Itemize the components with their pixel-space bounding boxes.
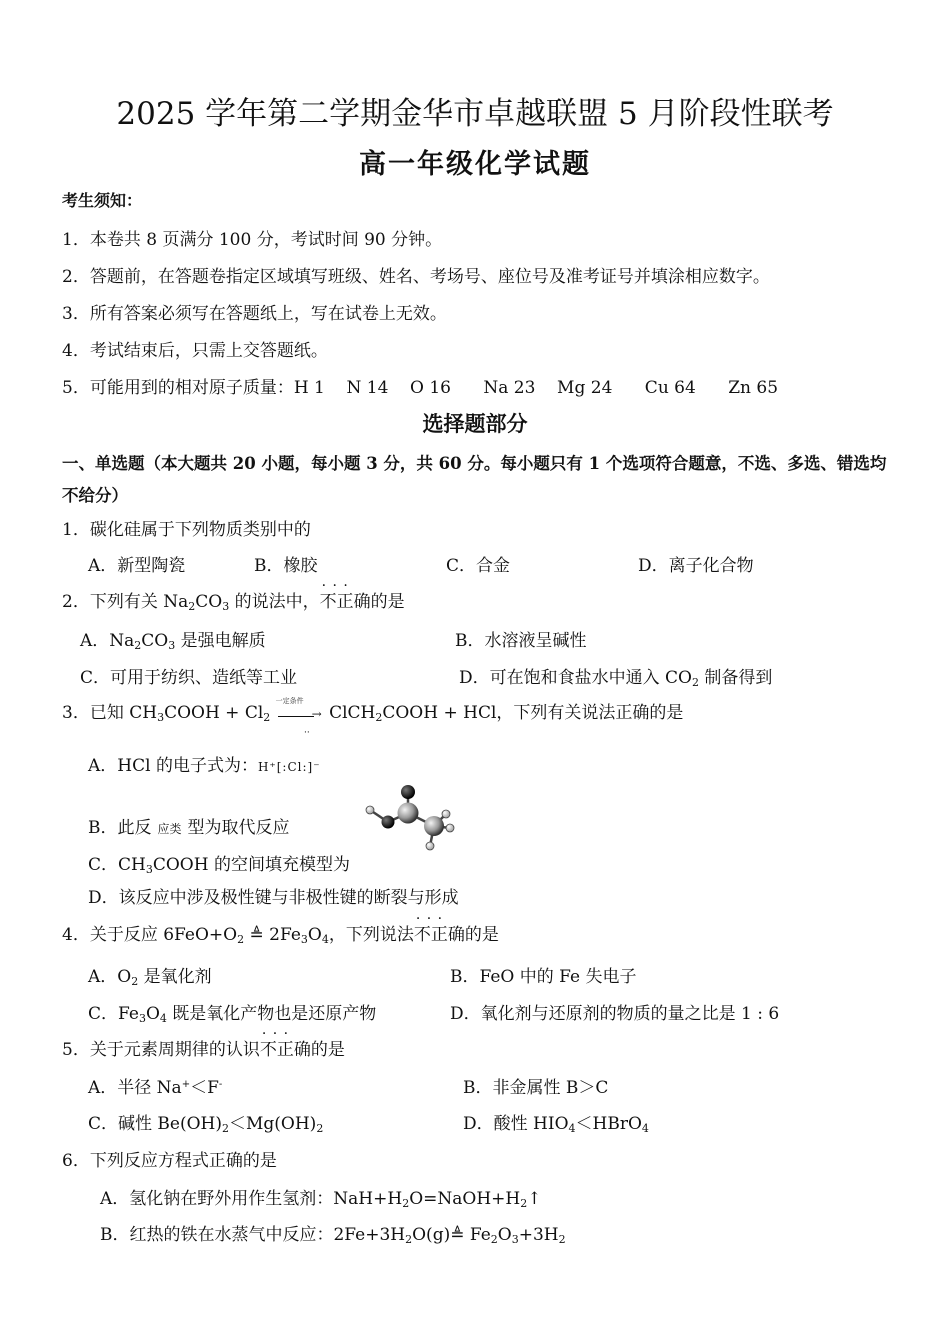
q2-option-b: B．水溶液呈碱性 xyxy=(455,631,587,651)
q2-option-c: C．可用于纺织、造纸等工业 xyxy=(80,668,298,688)
exam-subtitle: 高一年级化学试题 xyxy=(359,149,591,180)
arrow-label: 一定条件 xyxy=(275,696,304,705)
exam-title: 2025 学年第二学期金华市卓越联盟 5 月阶段性联考 xyxy=(116,96,834,132)
q3-option-b: B．此反 应类 型为取代反应 xyxy=(88,818,290,838)
part-heading: 一、单选题（本大题共 20 小题，每小题 3 分，共 60 分。每小题只有 1 个选项符合题意，不选、多选、错选均不给分） xyxy=(62,454,887,505)
q6-stem: 6．下列反应方程式正确的是 xyxy=(62,1151,277,1171)
notice-heading: 考生须知： xyxy=(62,191,143,210)
q5-option-c: C．碱性 $Be(OH)_2<Mg(OH)_2$ xyxy=(88,1114,324,1135)
notice-item-2: 2．答题前，在答题卷指定区域填写班级、姓名、考场号、座位号及准考证号并填涂相应数字。 xyxy=(62,267,770,287)
q1-option-a: A．新型陶瓷 xyxy=(88,556,186,576)
q6-option-b: B．红热的铁在水蒸气中反应：$2Fe+3H_2O(g)≜$ $Fe_2O_3+3H_2$ xyxy=(100,1225,566,1246)
q2-option-d: D．可在饱和食盐水中通入 $CO_2$ 制备得到 xyxy=(459,668,773,689)
q1-option-d: D．离子化合物 xyxy=(638,556,754,576)
electron-dots-mark: ·· xyxy=(304,728,310,738)
q2-option-a: A．$Na_2CO_3$ 是强电解质 xyxy=(80,631,266,652)
notice-item-4: 4．考试结束后，只需上交答题纸。 xyxy=(62,341,328,361)
notice-item-5: 5．可能用到的相对原子质量：H 1 N 14 O 16 Na 23 Mg 24 Cu 64 Zn 65 xyxy=(62,378,779,398)
q5-option-d: D．酸性 $HIO_4<HBrO_4$ xyxy=(463,1114,649,1135)
acetic-acid-model-icon xyxy=(360,780,470,856)
section-title: 选择题部分 xyxy=(422,411,528,436)
q1-option-c: C．合金 xyxy=(446,556,511,576)
q5-option-a: A．半径 Na+＜F- xyxy=(88,1078,223,1098)
q5-emphasis: · · · 不正确 xyxy=(260,1040,311,1060)
reaction-arrow: → 一定条件 xyxy=(275,696,322,721)
q1-option-b: B．橡胶 xyxy=(254,556,318,576)
q4-emphasis: · · · 不正确 xyxy=(414,925,465,945)
hcl-electron-formula: H⁺[:Cl:]⁻ xyxy=(257,760,321,774)
q2-stem: 2．下列有关 $Na_2CO_3$ 的说法中，· · · 不正确的是 xyxy=(62,587,405,613)
q6-option-a: A．氢化钠在野外用作生氢剂：$NaH+H_2O=NaOH+H_2↑$ xyxy=(100,1189,542,1210)
q3-option-c: C．$CH_3COOH$ 的空间填充模型为 xyxy=(88,855,350,876)
q5-option-b: B．非金属性 B＞C xyxy=(463,1078,609,1098)
q4-option-c: C．$Fe_3O_4$ 既是氧化产物也是还原产物 xyxy=(88,1004,377,1025)
q3-stem: 3．已知 $CH_3COOH + Cl_2$ → 一定条件 ClCH$_2$COOH + HCl，下列有关说法正确的是 xyxy=(62,696,684,724)
q4-option-b: B．FeO 中的 Fe 失电子 xyxy=(450,967,637,987)
q3-option-a: A．HCl 的电子式为：H⁺[:Cl:]⁻ xyxy=(88,756,321,776)
q4-option-d: D．氧化剂与还原剂的物质的量之比是 1 : 6 xyxy=(450,1004,780,1024)
q1-stem: 1．碳化硅属于下列物质类别中的 xyxy=(62,520,311,540)
q4-stem: 4．关于反应 $6FeO+O_2$ ≜ $2Fe_3O_4$，下列说法· · · 不正确的是 xyxy=(62,920,499,946)
q5-stem: 5．关于元素周期律的认识· · · 不正确的是 xyxy=(62,1035,345,1060)
q4-option-a: A．$O_2$ 是氧化剂 xyxy=(88,967,212,988)
q3-option-d: D．该反应中涉及极性键与非极性键的断裂与形成 xyxy=(88,888,459,908)
q2-emphasis: · · · 不正确 xyxy=(320,592,371,612)
notice-item-3: 3．所有答案必须写在答题纸上，写在试卷上无效。 xyxy=(62,304,447,324)
notice-item-1: 1．本卷共 8 页满分 100 分，考试时间 90 分钟。 xyxy=(62,230,443,250)
